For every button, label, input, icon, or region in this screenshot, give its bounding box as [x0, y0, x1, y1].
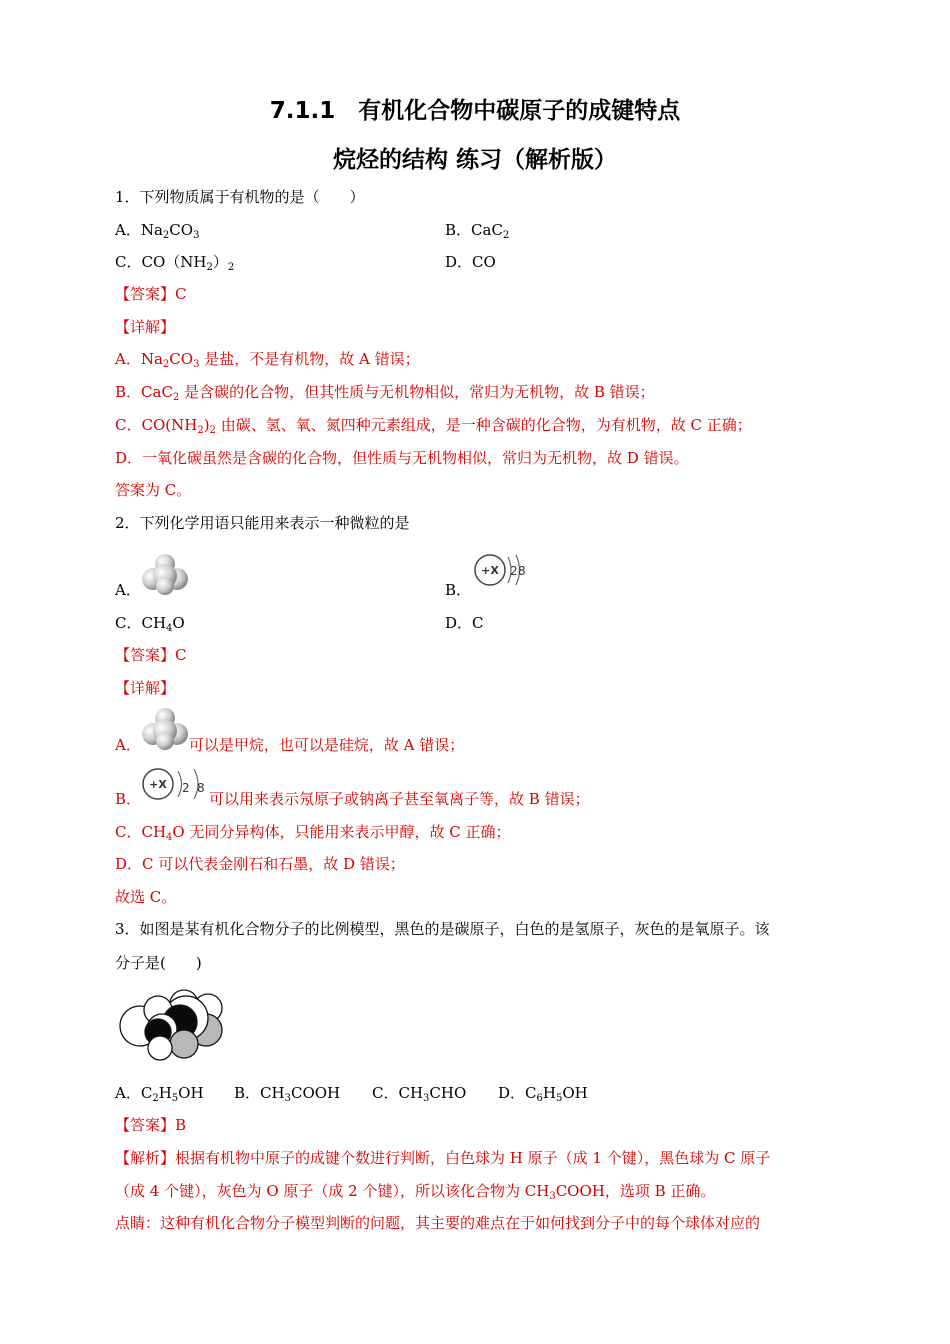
q1-option-c: C．$CO(NH_2)_2$: [115, 253, 235, 273]
shell1-count: 2: [510, 564, 518, 578]
q2-option-b-label: B．: [445, 581, 472, 599]
q1-detail-label: 【详解】: [115, 318, 176, 336]
page-title-line1: 7.1.1 有机化合物中碳原子的成键特点: [269, 98, 681, 124]
q1-explain-a: A．$Na_2CO_3$ 是盐，不是有机物，故 A 错误；: [115, 350, 420, 370]
shell2-count-explain: 8: [197, 781, 205, 795]
shell2-count: 8: [518, 564, 526, 578]
q2-option-d: D．C: [445, 614, 484, 632]
q3-stem-line1: 3．如图是某有机化合物分子的比例模型，黑色的是碳原子，白色的是氢原子，灰色的是氧原子。该: [115, 920, 770, 938]
q2-explain-c: C．$CH_4O$ 无同分异构体，只能用来表示甲醇，故 C 正确；: [115, 823, 511, 843]
q2-option-a-label: A．: [115, 581, 141, 599]
q2-detail-label: 【详解】: [115, 679, 176, 697]
q1-option-a: A．$Na_2CO_3$: [115, 221, 200, 241]
atom-nucleus-label: +X: [481, 564, 499, 577]
q3-option-a: A．$C_2H_5OH$: [115, 1084, 204, 1104]
acetic-acid-ball-model: [118, 984, 224, 1062]
q1-explain-b: B．CaC$_2$ 是含碳的化合物，但其性质与无机物相似，常归为无机物，故 B 错误；: [115, 383, 655, 403]
atom-structure-diagram-explain: [140, 766, 208, 802]
q3-option-b: B．$CH_3COOH$: [234, 1084, 341, 1104]
q3-stem-line2: 分子是( ): [115, 954, 202, 972]
q3-option-d: D．$C_6H_5OH$: [498, 1084, 588, 1104]
q1-option-d: D．CO: [445, 253, 496, 271]
q3-answer: 【答案】B: [115, 1116, 187, 1134]
q1-explain-d: D．一氧化碳虽然是含碳的化合物，但性质与无机物相似，常归为无机物，故 D 错误。: [115, 449, 689, 467]
q2-explain-b: B． 可以用来表示氖原子或钠离子甚至氧离子等，故 B 错误；: [115, 790, 590, 808]
q3-option-c: C．$CH_3CHO$: [372, 1084, 467, 1104]
q3-analysis-line2: （成 4 个键），灰色为 O 原子（成 2 个键），所以该化合物为 $CH_3COOH$，选项 B 正确。: [115, 1182, 716, 1202]
q2-option-c: C．$CH_4O$: [115, 614, 185, 634]
q3-analysis-line1: 【解析】根据有机物中原子的成键个数进行判断，白色球为 H 原子（成 1 个键），黑色球为 C 原子: [115, 1149, 771, 1167]
atom-structure-diagram: [472, 551, 524, 589]
atom-nucleus-label-explain: +X: [149, 778, 167, 791]
methane-model-image: [140, 552, 190, 596]
q1-stem: 1．下列物质属于有机物的是（ ）: [115, 188, 365, 206]
shell1-count-explain: 2: [182, 781, 190, 795]
q3-note: 点睛：这种有机化合物分子模型判断的问题，其主要的难点在于如何找到分子中的每个球体对应的: [115, 1214, 761, 1232]
q2-answer: 【答案】C: [115, 646, 187, 664]
q2-explain-a: A． 可以是甲烷，也可以是硅烷，故 A 错误；: [115, 736, 465, 754]
q1-explain-c: C．$CO(NH_2)_2$ 由碳、氢、氧、氮四种元素组成，是一种含碳的化合物，为有机物，故 C 正确；: [115, 416, 752, 436]
q1-option-b: B．CaC$_2$: [445, 221, 510, 241]
page-title-line2: 烷烃的结构 练习（解析版）: [332, 147, 617, 173]
q2-conclusion: 故选 C。: [115, 888, 177, 906]
q1-answer: 【答案】C: [115, 285, 187, 303]
q1-conclusion: 答案为 C。: [115, 481, 192, 499]
q2-stem: 2．下列化学用语只能用来表示一种微粒的是: [115, 514, 410, 532]
q2-explain-d: D．C 可以代表金刚石和石墨，故 D 错误；: [115, 855, 405, 873]
methane-model-image-explain: [140, 706, 190, 752]
